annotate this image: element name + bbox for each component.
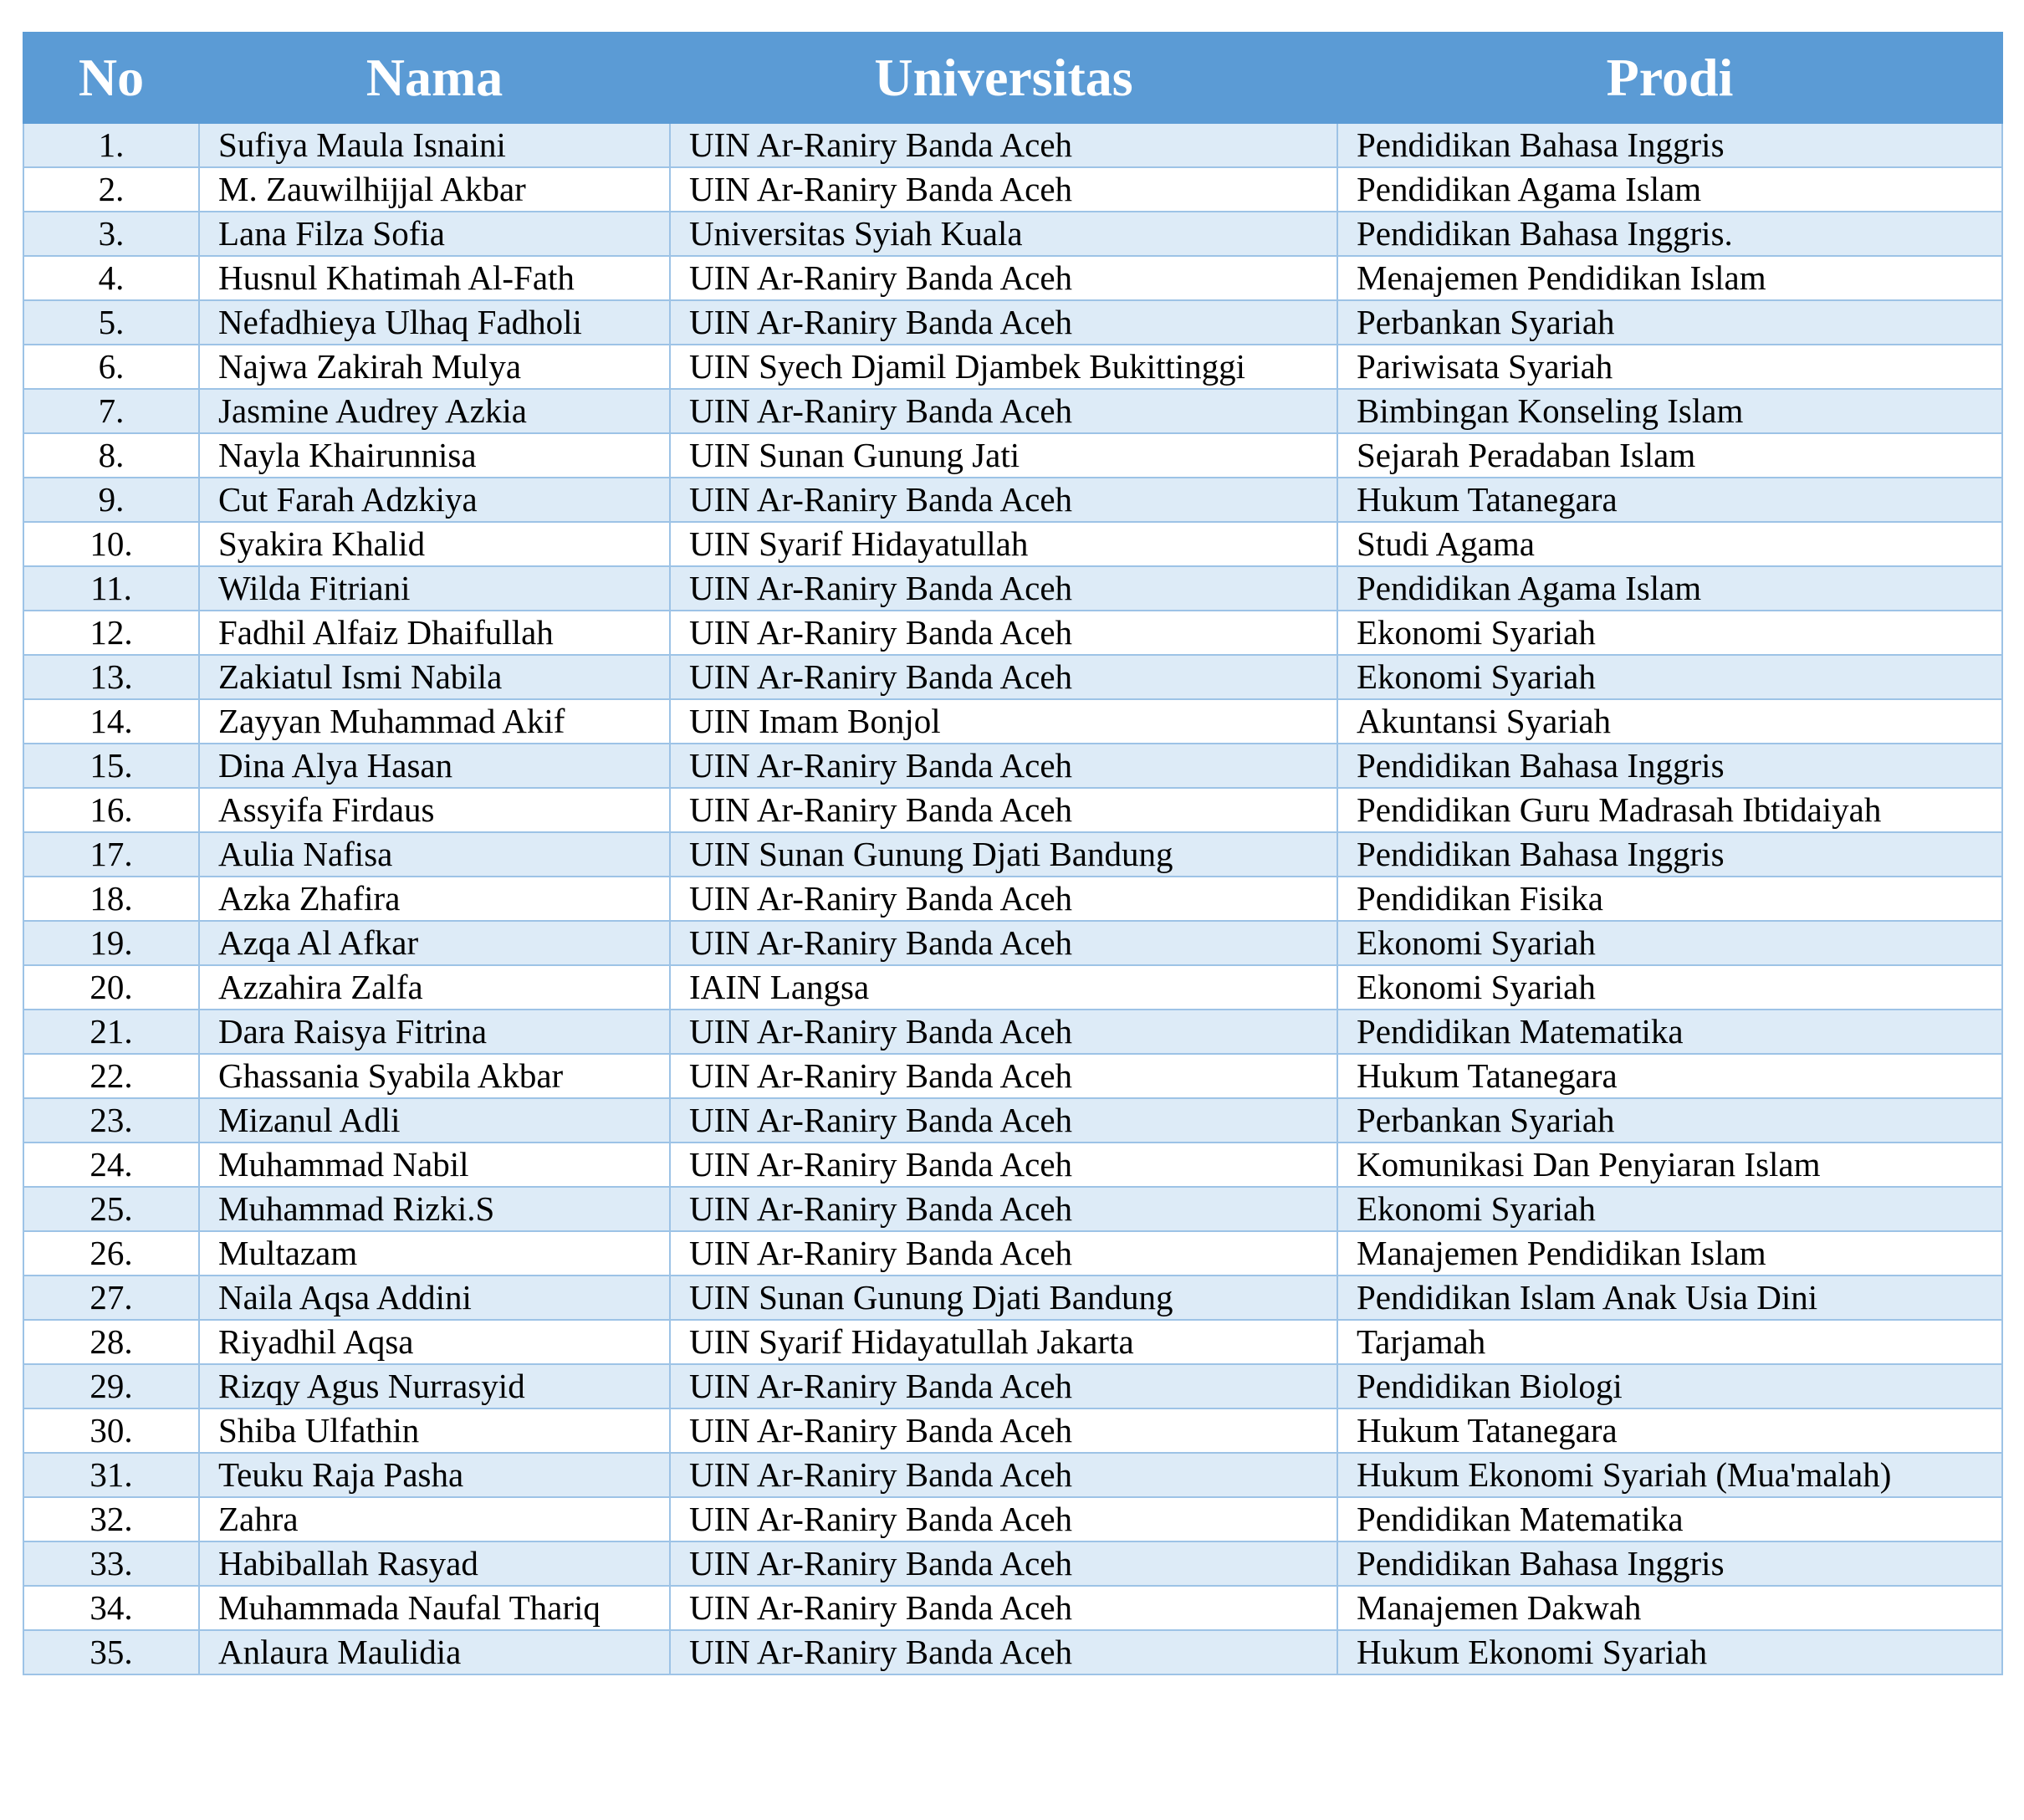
- table-row: [23, 1054, 2002, 1098]
- header-row: [23, 33, 2002, 123]
- table-row: [23, 256, 2002, 300]
- cell-no: 3.: [23, 212, 199, 256]
- cell-no: 5.: [23, 300, 199, 345]
- table-row: [23, 611, 2002, 655]
- cell-prodi: Pendidikan Islam Anak Usia Dini: [1337, 1276, 2002, 1320]
- cell-universitas: UIN Ar-Raniry Banda Aceh: [670, 744, 1337, 788]
- cell-prodi: Ekonomi Syariah: [1337, 611, 2002, 655]
- cell-prodi: Pendidikan Matematika: [1337, 1010, 2002, 1054]
- cell-no: 16.: [23, 788, 199, 832]
- cell-nama: Ghassania Syabila Akbar: [199, 1054, 670, 1098]
- cell-universitas: UIN Ar-Raniry Banda Aceh: [670, 611, 1337, 655]
- cell-no: 35.: [23, 1630, 199, 1674]
- table-row: [23, 1364, 2002, 1408]
- cell-universitas: UIN Ar-Raniry Banda Aceh: [670, 1143, 1337, 1187]
- cell-no: 12.: [23, 611, 199, 655]
- cell-universitas: Universitas Syiah Kuala: [670, 212, 1337, 256]
- cell-prodi: Hukum Tatanegara: [1337, 478, 2002, 522]
- cell-nama: Wilda Fitriani: [199, 566, 670, 611]
- cell-no: 8.: [23, 433, 199, 478]
- cell-universitas: UIN Ar-Raniry Banda Aceh: [670, 1187, 1337, 1231]
- cell-prodi: Studi Agama: [1337, 522, 2002, 566]
- cell-nama: Aulia Nafisa: [199, 832, 670, 877]
- cell-prodi: Pendidikan Bahasa Inggris: [1337, 832, 2002, 877]
- cell-no: 33.: [23, 1541, 199, 1586]
- table-header: [23, 33, 2002, 123]
- cell-prodi: Ekonomi Syariah: [1337, 965, 2002, 1010]
- cell-universitas: UIN Sunan Gunung Jati: [670, 433, 1337, 478]
- cell-nama: Cut Farah Adzkiya: [199, 478, 670, 522]
- cell-universitas: UIN Syech Djamil Djambek Bukittinggi: [670, 345, 1337, 389]
- cell-nama: Shiba Ulfathin: [199, 1408, 670, 1453]
- cell-universitas: UIN Ar-Raniry Banda Aceh: [670, 1408, 1337, 1453]
- cell-no: 15.: [23, 744, 199, 788]
- cell-universitas: UIN Ar-Raniry Banda Aceh: [670, 1630, 1337, 1674]
- cell-prodi: Pendidikan Bahasa Inggris: [1337, 1541, 2002, 1586]
- cell-prodi: Pendidikan Biologi: [1337, 1364, 2002, 1408]
- table-row: [23, 345, 2002, 389]
- cell-nama: Nayla Khairunnisa: [199, 433, 670, 478]
- cell-universitas: UIN Ar-Raniry Banda Aceh: [670, 123, 1337, 167]
- cell-no: 20.: [23, 965, 199, 1010]
- cell-no: 18.: [23, 877, 199, 921]
- cell-nama: Muhammad Rizki.S: [199, 1187, 670, 1231]
- cell-prodi: Hukum Ekonomi Syariah (Mua'malah): [1337, 1453, 2002, 1497]
- table-row: [23, 1010, 2002, 1054]
- cell-nama: Zahra: [199, 1497, 670, 1541]
- cell-universitas: UIN Ar-Raniry Banda Aceh: [670, 1098, 1337, 1143]
- cell-prodi: Manajemen Pendidikan Islam: [1337, 1231, 2002, 1276]
- table-row: [23, 566, 2002, 611]
- cell-nama: Husnul Khatimah Al-Fath: [199, 256, 670, 300]
- cell-nama: Assyifa Firdaus: [199, 788, 670, 832]
- cell-prodi: Manajemen Dakwah: [1337, 1586, 2002, 1630]
- cell-prodi: Hukum Tatanegara: [1337, 1054, 2002, 1098]
- table-row: [23, 1630, 2002, 1674]
- cell-no: 29.: [23, 1364, 199, 1408]
- cell-no: 22.: [23, 1054, 199, 1098]
- table-row: [23, 832, 2002, 877]
- cell-prodi: Ekonomi Syariah: [1337, 1187, 2002, 1231]
- table-row: [23, 655, 2002, 699]
- cell-nama: Nefadhieya Ulhaq Fadholi: [199, 300, 670, 345]
- cell-no: 27.: [23, 1276, 199, 1320]
- cell-no: 28.: [23, 1320, 199, 1364]
- table-row: [23, 167, 2002, 212]
- cell-prodi: Pariwisata Syariah: [1337, 345, 2002, 389]
- table-row: [23, 522, 2002, 566]
- cell-nama: Dina Alya Hasan: [199, 744, 670, 788]
- cell-prodi: Pendidikan Fisika: [1337, 877, 2002, 921]
- cell-no: 13.: [23, 655, 199, 699]
- cell-nama: Naila Aqsa Addini: [199, 1276, 670, 1320]
- cell-nama: Muhammada Naufal Thariq: [199, 1586, 670, 1630]
- header-universitas: Universitas: [670, 33, 1337, 123]
- cell-universitas: UIN Ar-Raniry Banda Aceh: [670, 167, 1337, 212]
- cell-no: 2.: [23, 167, 199, 212]
- cell-nama: Dara Raisya Fitrina: [199, 1010, 670, 1054]
- cell-nama: Teuku Raja Pasha: [199, 1453, 670, 1497]
- cell-no: 7.: [23, 389, 199, 433]
- cell-nama: Zayyan Muhammad Akif: [199, 699, 670, 744]
- cell-universitas: UIN Syarif Hidayatullah Jakarta: [670, 1320, 1337, 1364]
- cell-no: 23.: [23, 1098, 199, 1143]
- table-row: [23, 1143, 2002, 1187]
- cell-universitas: UIN Ar-Raniry Banda Aceh: [670, 1541, 1337, 1586]
- cell-universitas: UIN Ar-Raniry Banda Aceh: [670, 1497, 1337, 1541]
- cell-prodi: Perbankan Syariah: [1337, 1098, 2002, 1143]
- cell-no: 4.: [23, 256, 199, 300]
- cell-no: 34.: [23, 1586, 199, 1630]
- cell-nama: Lana Filza Sofia: [199, 212, 670, 256]
- cell-universitas: UIN Sunan Gunung Djati Bandung: [670, 1276, 1337, 1320]
- cell-universitas: UIN Ar-Raniry Banda Aceh: [670, 1054, 1337, 1098]
- cell-no: 1.: [23, 123, 199, 167]
- cell-universitas: UIN Ar-Raniry Banda Aceh: [670, 1364, 1337, 1408]
- cell-no: 17.: [23, 832, 199, 877]
- cell-universitas: UIN Ar-Raniry Banda Aceh: [670, 389, 1337, 433]
- cell-nama: M. Zauwilhijjal Akbar: [199, 167, 670, 212]
- participant-table: [23, 32, 2003, 1675]
- table-row: [23, 965, 2002, 1010]
- cell-no: 32.: [23, 1497, 199, 1541]
- cell-universitas: UIN Ar-Raniry Banda Aceh: [670, 877, 1337, 921]
- cell-no: 9.: [23, 478, 199, 522]
- cell-nama: Multazam: [199, 1231, 670, 1276]
- cell-no: 26.: [23, 1231, 199, 1276]
- cell-universitas: UIN Ar-Raniry Banda Aceh: [670, 1453, 1337, 1497]
- table-row: [23, 1586, 2002, 1630]
- table-row: [23, 1231, 2002, 1276]
- cell-universitas: UIN Ar-Raniry Banda Aceh: [670, 256, 1337, 300]
- table-row: [23, 1187, 2002, 1231]
- header-nama: Nama: [199, 33, 670, 123]
- cell-prodi: Hukum Ekonomi Syariah: [1337, 1630, 2002, 1674]
- participant-table-sheet: [23, 32, 2001, 1675]
- cell-no: 21.: [23, 1010, 199, 1054]
- cell-universitas: UIN Ar-Raniry Banda Aceh: [670, 300, 1337, 345]
- table-row: [23, 877, 2002, 921]
- cell-prodi: Pendidikan Guru Madrasah Ibtidaiyah: [1337, 788, 2002, 832]
- table-row: [23, 1453, 2002, 1497]
- cell-universitas: UIN Ar-Raniry Banda Aceh: [670, 566, 1337, 611]
- cell-prodi: Sejarah Peradaban Islam: [1337, 433, 2002, 478]
- cell-universitas: UIN Ar-Raniry Banda Aceh: [670, 788, 1337, 832]
- cell-nama: Azka Zhafira: [199, 877, 670, 921]
- cell-nama: Anlaura Maulidia: [199, 1630, 670, 1674]
- cell-universitas: UIN Imam Bonjol: [670, 699, 1337, 744]
- cell-universitas: IAIN Langsa: [670, 965, 1337, 1010]
- cell-nama: Muhammad Nabil: [199, 1143, 670, 1187]
- cell-universitas: UIN Ar-Raniry Banda Aceh: [670, 655, 1337, 699]
- cell-nama: Zakiatul Ismi Nabila: [199, 655, 670, 699]
- cell-universitas: UIN Ar-Raniry Banda Aceh: [670, 1586, 1337, 1630]
- cell-nama: Sufiya Maula Isnaini: [199, 123, 670, 167]
- cell-nama: Fadhil Alfaiz Dhaifullah: [199, 611, 670, 655]
- cell-no: 30.: [23, 1408, 199, 1453]
- table-row: [23, 921, 2002, 965]
- cell-prodi: Bimbingan Konseling Islam: [1337, 389, 2002, 433]
- cell-no: 31.: [23, 1453, 199, 1497]
- cell-nama: Azzahira Zalfa: [199, 965, 670, 1010]
- cell-prodi: Pendidikan Agama Islam: [1337, 167, 2002, 212]
- cell-prodi: Tarjamah: [1337, 1320, 2002, 1364]
- cell-nama: Habiballah Rasyad: [199, 1541, 670, 1586]
- cell-prodi: Pendidikan Bahasa Inggris: [1337, 123, 2002, 167]
- cell-prodi: Ekonomi Syariah: [1337, 921, 2002, 965]
- table-row: [23, 433, 2002, 478]
- cell-nama: Azqa Al Afkar: [199, 921, 670, 965]
- cell-nama: Syakira Khalid: [199, 522, 670, 566]
- table-row: [23, 1541, 2002, 1586]
- cell-prodi: Pendidikan Matematika: [1337, 1497, 2002, 1541]
- table-row: [23, 788, 2002, 832]
- cell-universitas: UIN Ar-Raniry Banda Aceh: [670, 478, 1337, 522]
- cell-nama: Rizqy Agus Nurrasyid: [199, 1364, 670, 1408]
- cell-prodi: Komunikasi Dan Penyiaran Islam: [1337, 1143, 2002, 1187]
- table-row: [23, 212, 2002, 256]
- table-row: [23, 389, 2002, 433]
- table-row: [23, 1408, 2002, 1453]
- cell-no: 24.: [23, 1143, 199, 1187]
- cell-no: 25.: [23, 1187, 199, 1231]
- cell-prodi: Ekonomi Syariah: [1337, 655, 2002, 699]
- cell-no: 10.: [23, 522, 199, 566]
- cell-no: 6.: [23, 345, 199, 389]
- cell-nama: Mizanul Adli: [199, 1098, 670, 1143]
- cell-universitas: UIN Ar-Raniry Banda Aceh: [670, 1010, 1337, 1054]
- table-row: [23, 1276, 2002, 1320]
- table-row: [23, 699, 2002, 744]
- cell-prodi: Akuntansi Syariah: [1337, 699, 2002, 744]
- cell-nama: Riyadhil Aqsa: [199, 1320, 670, 1364]
- table-row: [23, 478, 2002, 522]
- cell-no: 19.: [23, 921, 199, 965]
- header-no: No: [23, 33, 199, 123]
- cell-universitas: UIN Ar-Raniry Banda Aceh: [670, 1231, 1337, 1276]
- cell-no: 11.: [23, 566, 199, 611]
- cell-prodi: Perbankan Syariah: [1337, 300, 2002, 345]
- cell-prodi: Menajemen Pendidikan Islam: [1337, 256, 2002, 300]
- table-row: [23, 1098, 2002, 1143]
- cell-prodi: Pendidikan Bahasa Inggris: [1337, 744, 2002, 788]
- table-row: [23, 744, 2002, 788]
- table-row: [23, 123, 2002, 167]
- header-prodi: Prodi: [1337, 33, 2002, 123]
- table-row: [23, 300, 2002, 345]
- cell-universitas: UIN Sunan Gunung Djati Bandung: [670, 832, 1337, 877]
- cell-prodi: Pendidikan Agama Islam: [1337, 566, 2002, 611]
- table-row: [23, 1497, 2002, 1541]
- cell-no: 14.: [23, 699, 199, 744]
- table-row: [23, 1320, 2002, 1364]
- cell-prodi: Hukum Tatanegara: [1337, 1408, 2002, 1453]
- cell-nama: Najwa Zakirah Mulya: [199, 345, 670, 389]
- cell-nama: Jasmine Audrey Azkia: [199, 389, 670, 433]
- cell-universitas: UIN Ar-Raniry Banda Aceh: [670, 921, 1337, 965]
- table-body: [23, 123, 2002, 1674]
- cell-universitas: UIN Syarif Hidayatullah: [670, 522, 1337, 566]
- cell-prodi: Pendidikan Bahasa Inggris.: [1337, 212, 2002, 256]
